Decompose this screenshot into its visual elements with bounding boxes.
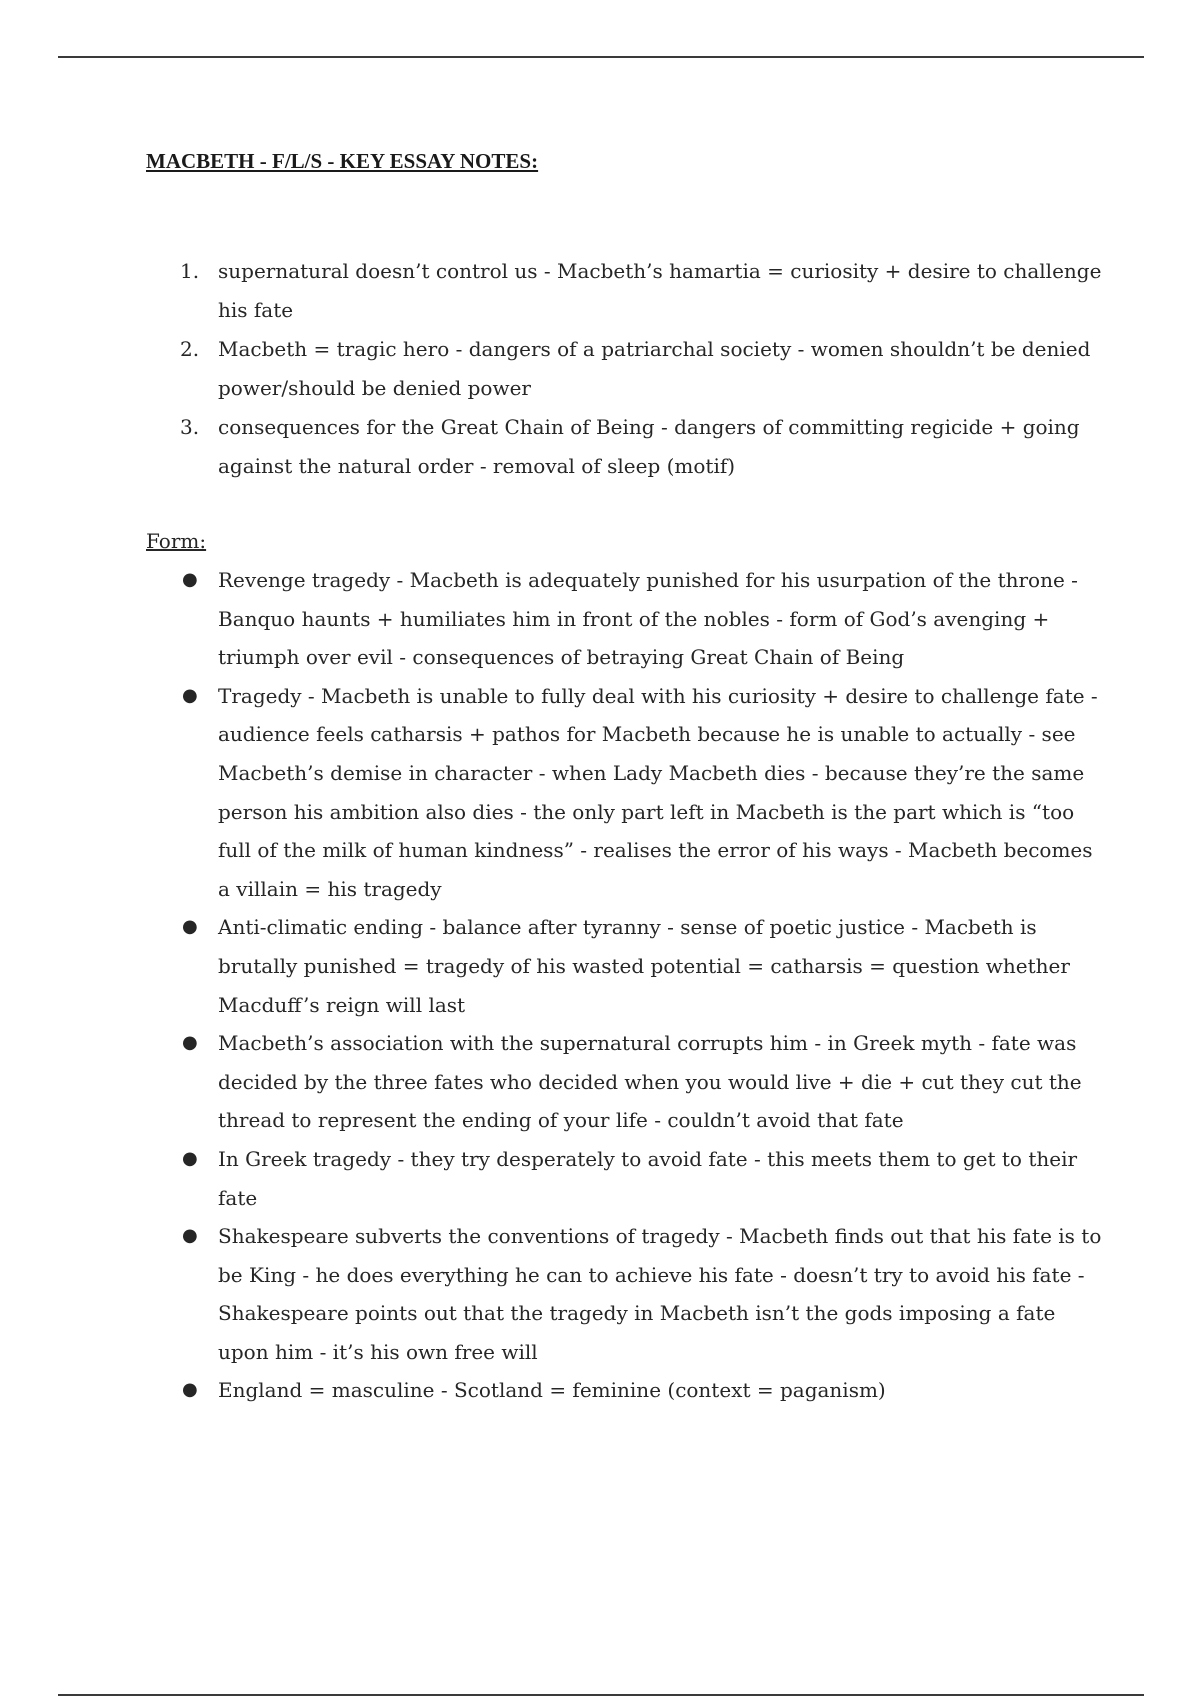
bullet-icon: ●	[182, 916, 198, 938]
bullet-icon: ●	[182, 684, 198, 706]
thesis-item	[146, 408, 1106, 486]
thesis-item	[146, 252, 1106, 330]
form-point	[146, 1371, 1106, 1410]
form-point	[146, 1024, 1106, 1140]
thesis-text: consequences for the Great Chain of Being - dangers of committing regicide + going against the natural order - removal of sleep (motif)	[218, 415, 1080, 478]
thesis-number: 3.	[180, 415, 200, 439]
form-point	[146, 1140, 1106, 1217]
thesis-number: 2.	[180, 337, 200, 361]
bullet-icon: ●	[182, 1032, 198, 1054]
bullet-icon: ●	[182, 569, 198, 590]
bullet-icon: ●	[182, 1379, 198, 1401]
form-point-text: Shakespeare subverts the conventions of tragedy - Macbeth finds out that his fate is to be King - he does everything he can to achieve his fate - doesn’t try to avoid his fate - Shakespeare points out that the tragedy in Macbeth isn’t the gods imposing a fate upon him - it’s his own free will	[218, 1224, 1102, 1364]
theses-list	[146, 252, 1106, 486]
thesis-text: supernatural doesn’t control us - Macbeth’s hamartia = curiosity + desire to challenge his fate	[218, 259, 1102, 322]
thesis-item	[146, 330, 1106, 408]
thesis-text: Macbeth = tragic hero - dangers of a patriarchal society - women shouldn’t be denied power/should be denied power	[218, 337, 1091, 400]
bottom-rule	[58, 1694, 1144, 1696]
bullet-icon: ●	[182, 1225, 198, 1247]
form-point	[146, 1217, 1106, 1371]
form-point-text: Macbeth’s association with the supernatural corrupts him - in Greek myth - fate was decided by the three fates who decided when you would live + die + cut they cut the thread to represent the ending of your life - couldn’t avoid that fate	[218, 1031, 1082, 1133]
form-points-list	[146, 561, 1106, 1410]
form-point-text: Revenge tragedy - Macbeth is adequately punished for his usurpation of the throne - Banquo haunts + humiliates him in front of the nobles - form of God’s avenging + triumph over evil - consequences of betraying Great Chain of Being	[218, 568, 1078, 670]
form-point	[146, 677, 1106, 909]
thesis-number: 1.	[180, 259, 200, 283]
form-point-text: In Greek tragedy - they try desperately to avoid fate - this meets them to get to their fate	[218, 1146, 1078, 1210]
form-point	[146, 561, 1106, 677]
form-heading: Form:	[146, 529, 207, 553]
form-point-text: Tragedy - Macbeth is unable to fully deal with his curiosity + desire to challenge fate - audience feels catharsis + pathos for Macbeth because he is unable to actually - see Macbeth’s demise in character - when Lady Macbeth dies - because they’re the same person his ambition also dies - the only part left in Macbeth is the part which is “too full of the milk of human kindness” - realises the error of his ways - Macbeth becomes a villain = his tragedy	[218, 683, 1098, 901]
document-body	[146, 146, 1106, 1410]
form-point	[146, 908, 1106, 1024]
top-rule	[58, 56, 1144, 58]
document-title: MACBETH - F/L/S - KEY ESSAY NOTES:	[146, 149, 539, 173]
bullet-icon: ●	[182, 1147, 198, 1169]
form-point-text: Anti-climatic ending - balance after tyranny - sense of poetic justice - Macbeth is brutally punished = tragedy of his wasted potential = catharsis = question whether Macduff’s reign will last	[218, 915, 1070, 1017]
form-point-text: England = masculine - Scotland = feminine (context = paganism)	[218, 1378, 886, 1403]
